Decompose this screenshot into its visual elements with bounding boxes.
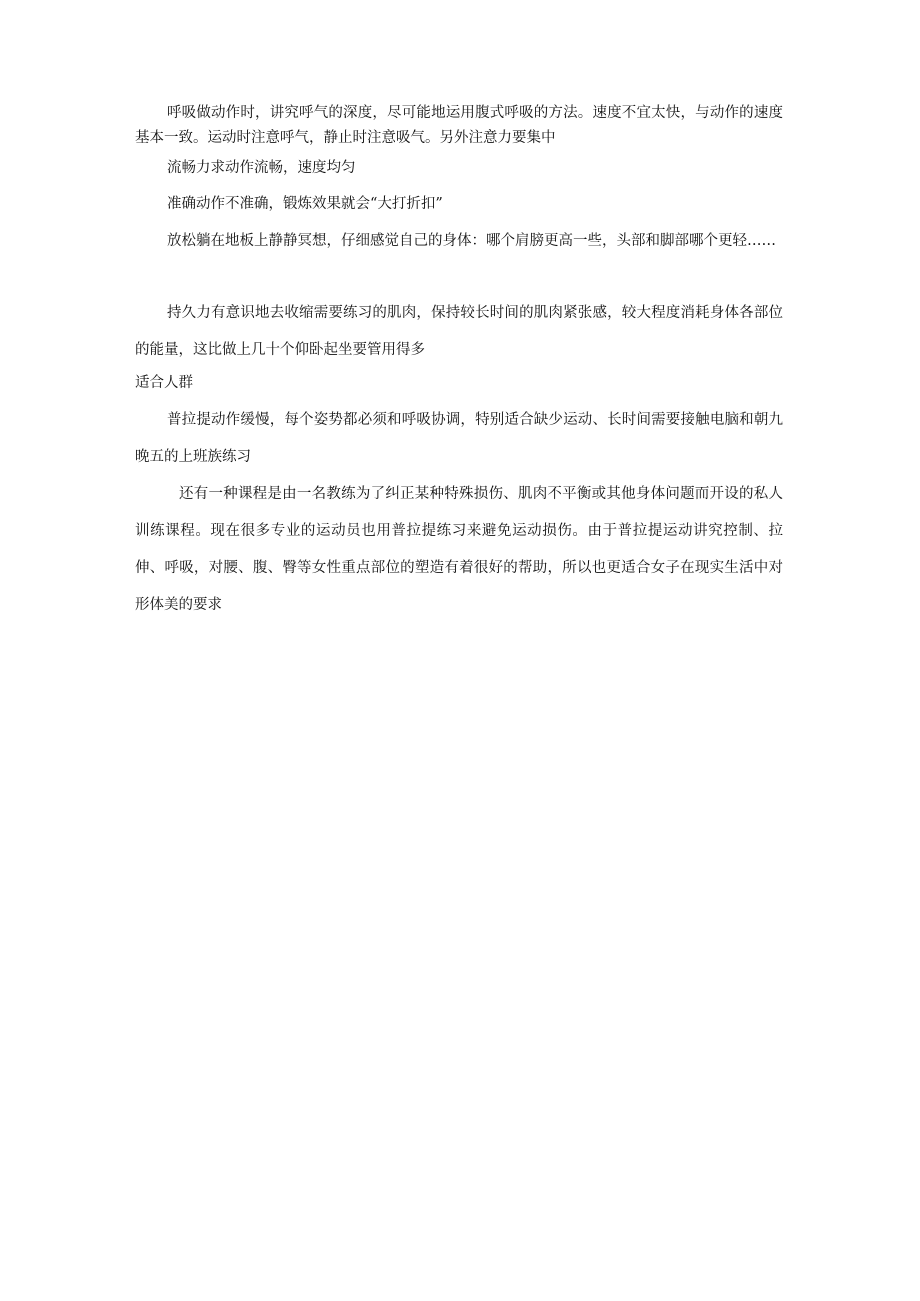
- paragraph-breathing: 呼吸做动作时，讲究呼气的深度，尽可能地运用腹式呼吸的方法。速度不宜太快，与动作的速度基本一致。运动时注意呼气，静止时注意吸气。另外注意力要集中: [135, 105, 783, 146]
- paragraph-private-training: 还有一种课程是由一名教练为了纠正某种特殊损伤、肌肉不平衡或其他身体问题而开设的私人训练课程。现在很多专业的运动员也用普拉提练习来避免运动损伤。由于普拉提运动讲究控制、拉伸、呼吸，对腰、腹、臀等女性重点部位的塑造有着很好的帮助，所以也更适合女子在现实生活中对形体美的要求: [135, 486, 783, 613]
- paragraph-endurance: 持久力有意识地去收缩需要练习的肌肉，保持较长时间的肌肉紧张感，较大程度消耗身体各部位的能量，这比做上几十个仰卧起坐要管用得多: [135, 305, 783, 358]
- paragraph-flow: 流畅力求动作流畅，速度均匀: [167, 160, 356, 176]
- paragraph-precision: 准确动作不准确，锻炼效果就会“大打折扣”: [167, 196, 443, 212]
- section-heading-target-audience: 适合人群: [135, 375, 193, 391]
- paragraph-suitability: 普拉提动作缓慢，每个姿势都必须和呼吸协调，特别适合缺少运动、长时间需要接触电脑和朝九晚五的上班族练习: [135, 412, 783, 465]
- paragraph-relaxation: 放松躺在地板上静静冥想，仔细感觉自己的身体：哪个肩膀更高一些，头部和脚部哪个更轻……: [167, 233, 776, 249]
